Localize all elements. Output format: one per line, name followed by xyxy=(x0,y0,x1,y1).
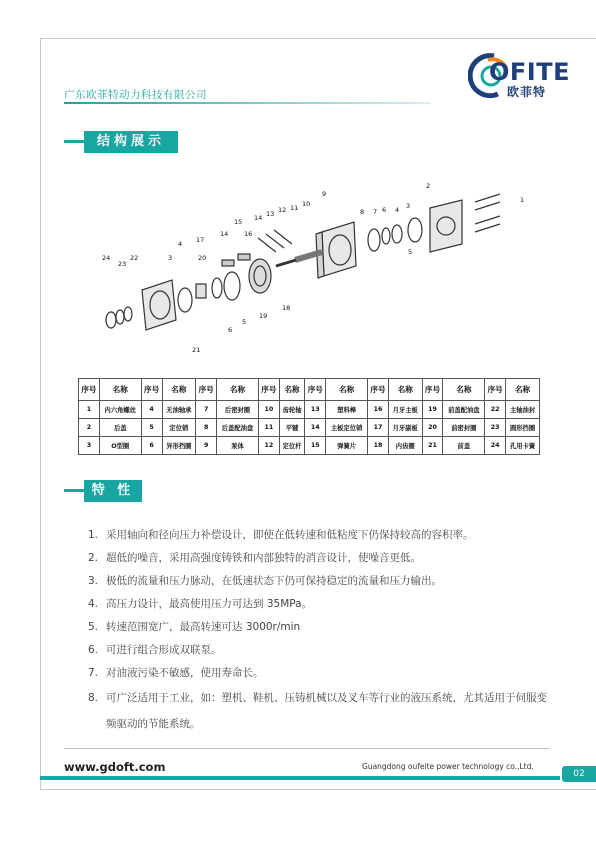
col-header: 名称 xyxy=(443,379,485,401)
section-bar-left xyxy=(64,140,84,143)
feature-num: 6. xyxy=(88,644,99,656)
table-cell: 内齿圈 xyxy=(388,437,422,455)
table-cell: 1 xyxy=(79,401,100,419)
svg-text:22: 22 xyxy=(130,254,139,262)
table-cell: 5 xyxy=(141,419,162,437)
col-header: 序号 xyxy=(368,379,389,401)
svg-text:7: 7 xyxy=(373,208,378,216)
table-cell: 19 xyxy=(422,401,443,419)
logo-text: OFITE xyxy=(489,58,570,86)
svg-text:4: 4 xyxy=(395,206,400,214)
table-cell: 21 xyxy=(422,437,443,455)
logo-cn: 欧菲特 xyxy=(507,85,547,99)
svg-text:2: 2 xyxy=(426,182,431,190)
svg-text:3: 3 xyxy=(168,254,173,262)
svg-text:12: 12 xyxy=(278,206,287,214)
table-cell: 内六角螺丝 xyxy=(99,401,141,419)
table-cell: 12 xyxy=(258,437,279,455)
table-cell: 异形挡圈 xyxy=(162,437,196,455)
table-cell: 弹簧片 xyxy=(326,437,368,455)
table-row xyxy=(79,419,540,437)
svg-text:6: 6 xyxy=(228,326,233,334)
table-cell: 3 xyxy=(79,437,100,455)
table-header-row xyxy=(79,379,540,401)
website-link[interactable]: www.gdoft.com xyxy=(64,760,166,774)
feature-num: 3. xyxy=(88,575,99,587)
col-header: 序号 xyxy=(485,379,506,401)
company-name: 广东欧菲特动力科技有限公司 xyxy=(64,89,207,101)
table-cell: 18 xyxy=(368,437,389,455)
feature-item xyxy=(88,524,548,547)
table-cell: 齿轮轴 xyxy=(279,401,305,419)
table-cell: 22 xyxy=(485,401,506,419)
svg-text:20: 20 xyxy=(198,254,207,262)
col-header: 名称 xyxy=(99,379,141,401)
table-cell: 平键 xyxy=(279,419,305,437)
table-cell: 13 xyxy=(305,401,326,419)
parts-table xyxy=(78,378,540,455)
feature-text: 可进行组合形成双联泵。 xyxy=(106,644,222,656)
feature-text: 可广泛适用于工业，如：塑机、鞋机、压铸机械以及叉车等行业的液压系统，尤其适用于伺服变频驱动的节能系统。 xyxy=(106,692,547,730)
feature-text: 转速范围宽广，最高转速可达 3000r/min xyxy=(106,621,301,633)
feature-num: 2. xyxy=(88,552,99,564)
table-cell: 后盖 xyxy=(99,419,141,437)
table-cell: 前盖配油盘 xyxy=(443,401,485,419)
svg-text:6: 6 xyxy=(382,206,387,214)
svg-text:1: 1 xyxy=(520,196,525,204)
exploded-view-diagram xyxy=(90,180,540,360)
col-header: 序号 xyxy=(258,379,279,401)
footer-divider xyxy=(64,748,550,749)
svg-text:10: 10 xyxy=(302,200,311,208)
table-cell: 17 xyxy=(368,419,389,437)
table-cell: 23 xyxy=(485,419,506,437)
table-cell: 泵体 xyxy=(217,437,259,455)
feature-item xyxy=(88,547,548,570)
feature-num: 7. xyxy=(88,667,99,679)
table-cell: 主轴油封 xyxy=(506,401,540,419)
table-cell: 主板定位销 xyxy=(326,419,368,437)
col-header: 序号 xyxy=(141,379,162,401)
table-cell: 10 xyxy=(258,401,279,419)
table-cell: 圆形挡圈 xyxy=(506,419,540,437)
table-cell: 定位销 xyxy=(162,419,196,437)
feature-item xyxy=(88,662,548,685)
svg-text:5: 5 xyxy=(408,248,413,256)
col-header: 名称 xyxy=(162,379,196,401)
col-header: 名称 xyxy=(279,379,305,401)
table-cell: 9 xyxy=(196,437,217,455)
features-title: 特 性 xyxy=(84,480,142,502)
table-cell: 塑料棒 xyxy=(326,401,368,419)
svg-text:5: 5 xyxy=(242,318,247,326)
table-cell: 2 xyxy=(79,419,100,437)
table-cell: 无油轴承 xyxy=(162,401,196,419)
header-divider xyxy=(64,102,430,104)
svg-text:9: 9 xyxy=(322,190,327,198)
table-cell: 月牙主板 xyxy=(388,401,422,419)
feature-item xyxy=(88,685,548,737)
svg-text:3: 3 xyxy=(406,202,411,210)
table-cell: 6 xyxy=(141,437,162,455)
table-cell: 8 xyxy=(196,419,217,437)
col-header: 名称 xyxy=(506,379,540,401)
svg-text:17: 17 xyxy=(196,236,205,244)
table-cell: 孔用卡簧 xyxy=(506,437,540,455)
svg-text:8: 8 xyxy=(360,208,365,216)
table-cell: 定位杆 xyxy=(279,437,305,455)
table-cell: 14 xyxy=(305,419,326,437)
col-header: 名称 xyxy=(388,379,422,401)
svg-text:14: 14 xyxy=(220,230,229,238)
col-header: 序号 xyxy=(305,379,326,401)
svg-text:16: 16 xyxy=(244,230,253,238)
section-bar-left xyxy=(64,489,84,492)
svg-text:14: 14 xyxy=(254,214,263,222)
svg-text:15: 15 xyxy=(234,218,243,226)
feature-item xyxy=(88,616,548,639)
company-english-name: Guangdong oufeite power technology co.,Ltd. xyxy=(362,762,534,771)
table-row xyxy=(79,437,540,455)
table-cell: 16 xyxy=(368,401,389,419)
feature-text: 高压力设计，最高使用压力可达到 35MPa。 xyxy=(106,598,313,610)
table-cell: 7 xyxy=(196,401,217,419)
bolts xyxy=(475,194,500,232)
feature-num: 1. xyxy=(88,529,99,541)
footer-bar xyxy=(40,776,560,780)
feature-text: 对油液污染不敏感，使用寿命长。 xyxy=(106,667,264,679)
table-cell: 前密封圈 xyxy=(443,419,485,437)
table-cell: 后密封圈 xyxy=(217,401,259,419)
table-cell: 前盖 xyxy=(443,437,485,455)
feature-num: 4. xyxy=(88,598,99,610)
table-cell: 月牙副板 xyxy=(388,419,422,437)
svg-text:21: 21 xyxy=(192,346,201,354)
features-list xyxy=(88,524,548,737)
table-cell: 24 xyxy=(485,437,506,455)
svg-text:18: 18 xyxy=(282,304,291,312)
feature-text: 极低的流量和压力脉动，在低速状态下仍可保持稳定的流量和压力输出。 xyxy=(106,575,442,587)
feature-num: 5. xyxy=(88,621,99,633)
table-cell: O型圈 xyxy=(99,437,141,455)
table-cell: 11 xyxy=(258,419,279,437)
col-header: 序号 xyxy=(79,379,100,401)
table-cell: 15 xyxy=(305,437,326,455)
svg-text:23: 23 xyxy=(118,260,127,268)
feature-num: 8. xyxy=(88,692,99,704)
svg-text:19: 19 xyxy=(259,312,268,320)
col-header: 名称 xyxy=(217,379,259,401)
col-header: 序号 xyxy=(422,379,443,401)
feature-item xyxy=(88,570,548,593)
svg-text:4: 4 xyxy=(178,240,183,248)
structure-title: 结构展示 xyxy=(84,131,178,153)
page-number: 02 xyxy=(562,766,596,782)
table-row xyxy=(79,401,540,419)
svg-text:11: 11 xyxy=(290,204,299,212)
feature-text: 采用轴向和径向压力补偿设计，即使在低转速和低粘度下仍保持较高的容积率。 xyxy=(106,529,474,541)
table-cell: 20 xyxy=(422,419,443,437)
table-cell: 后盖配油盘 xyxy=(217,419,259,437)
col-header: 序号 xyxy=(196,379,217,401)
feature-item xyxy=(88,639,548,662)
feature-item xyxy=(88,593,548,616)
svg-text:13: 13 xyxy=(266,210,275,218)
feature-text: 超低的噪音，采用高强度铸铁和内部独特的消音设计，使噪音更低。 xyxy=(106,552,421,564)
svg-text:24: 24 xyxy=(102,254,111,262)
col-header: 名称 xyxy=(326,379,368,401)
table-cell: 4 xyxy=(141,401,162,419)
